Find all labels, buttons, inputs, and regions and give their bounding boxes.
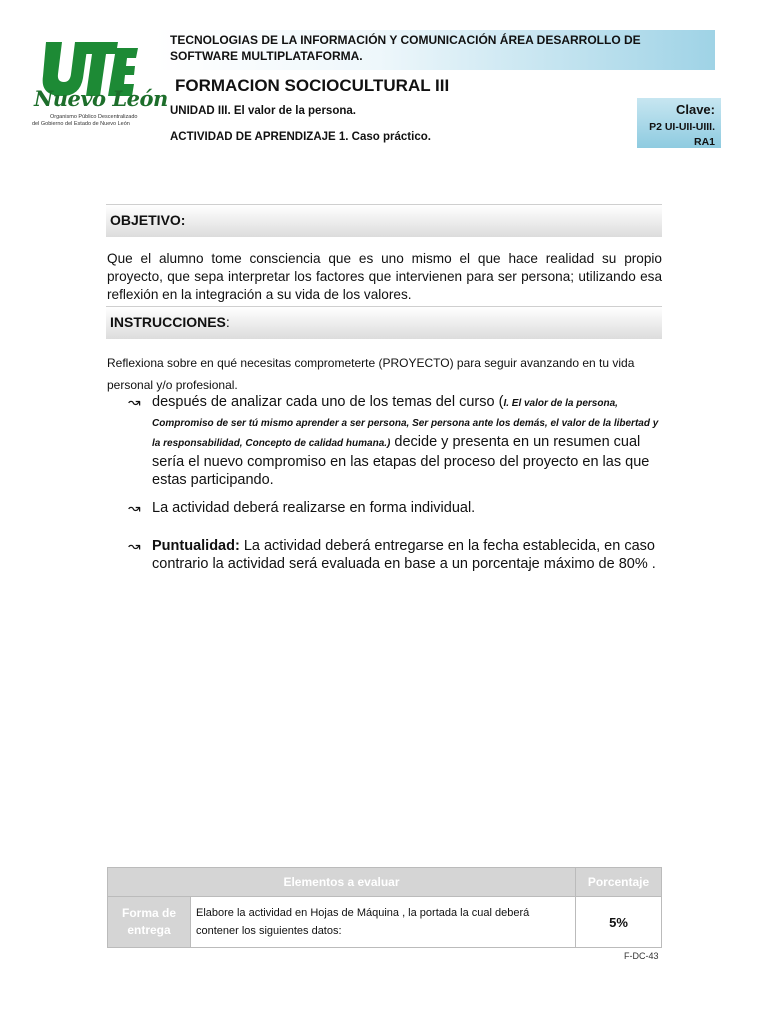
bullet-text (152, 393, 662, 489)
document-code: F-DC-43 (624, 951, 659, 961)
instructions-heading (110, 314, 230, 330)
institution-line: TECNOLOGIAS DE LA INFORMACIÓN Y COMUNICACIÓN ÁREA DESARROLLO DE SOFTWARE MULTIPLATAFORMA. (170, 33, 641, 63)
hand-arrow-icon: ↝ (128, 500, 141, 517)
logo-tagline-1: Organismo Público Descentralizado (50, 114, 138, 120)
instructions-heading-colon: : (225, 314, 230, 330)
row-label: Forma de entrega (108, 897, 191, 948)
bullet3-rest: La actividad deberá entregarse en la fecha establecida, en caso contrario la actividad será evaluada en base a un porcentaje máximo de 80% . (152, 538, 656, 572)
activity-line: ACTIVIDAD DE APRENDIZAJE 1. Caso práctico. (170, 131, 431, 143)
logo-script-text: Nuevo León (34, 86, 168, 111)
objective-heading-bar (106, 204, 662, 237)
row-description: Elabore la actividad en Hojas de Máquina , la portada la cual deberá contener los siguientes datos: (191, 897, 576, 948)
bullet1-topics: I. El valor de la persona, Compromiso de ser tú mismo aprender a ser persona, Ser persona ante los demás, el valor de la libertad y la responsabilidad, Concepto de calidad humana.) (152, 398, 659, 449)
hand-arrow-icon: ↝ (128, 394, 141, 411)
table-row (108, 897, 662, 948)
hand-arrow-icon: ↝ (128, 538, 141, 555)
bullet1-end: decide y presenta en un resumen cual sería el nuevo compromiso en las etapas del proceso del proyecto en las que estas participando. (152, 434, 650, 488)
bullet2-text: La actividad deberá realizarse en forma individual. (152, 500, 476, 516)
bullet3-bold: Puntualidad: (152, 538, 240, 554)
clave-code-line2: RA1 (693, 136, 715, 148)
evaluation-table (107, 867, 662, 948)
bullet1-start: después de analizar cada uno de los temas del curso ( (152, 394, 504, 410)
bullet3-text (152, 537, 662, 573)
logo-tagline-2: del Gobierno del Estado de Nuevo León (32, 121, 130, 127)
instructions-heading-bar (106, 306, 662, 339)
col-percent-header: Porcentaje (576, 868, 662, 897)
ute-logo (30, 38, 168, 148)
instructions-intro: Reflexiona sobre en qué necesitas comprometerte (PROYECTO) para seguir avanzando en tu vida personal y/o profesional. (107, 356, 635, 392)
clave-label: Clave: (675, 102, 715, 117)
clave-box (637, 98, 721, 148)
table-header-row (108, 868, 662, 897)
row-percent: 5% (576, 897, 662, 948)
col-elements-header: Elementos a evaluar (108, 868, 576, 897)
clave-code-line1: P2 UI-UII-UIII. (649, 121, 715, 133)
instructions-heading-text: INSTRUCCIONES (110, 314, 226, 330)
unit-line: UNIDAD III. El valor de la persona. (170, 105, 356, 117)
course-title: FORMACION SOCIOCULTURAL III (175, 76, 450, 95)
objective-text: Que el alumno tome consciencia que es uno mismo el que hace realidad su propio proyecto, que sepa interpretar los factores que intervienen para ser persona; utilizando esa reflexión en la integración a su vida de los valores. (107, 251, 662, 302)
objective-heading: OBJETIVO: (110, 212, 186, 228)
